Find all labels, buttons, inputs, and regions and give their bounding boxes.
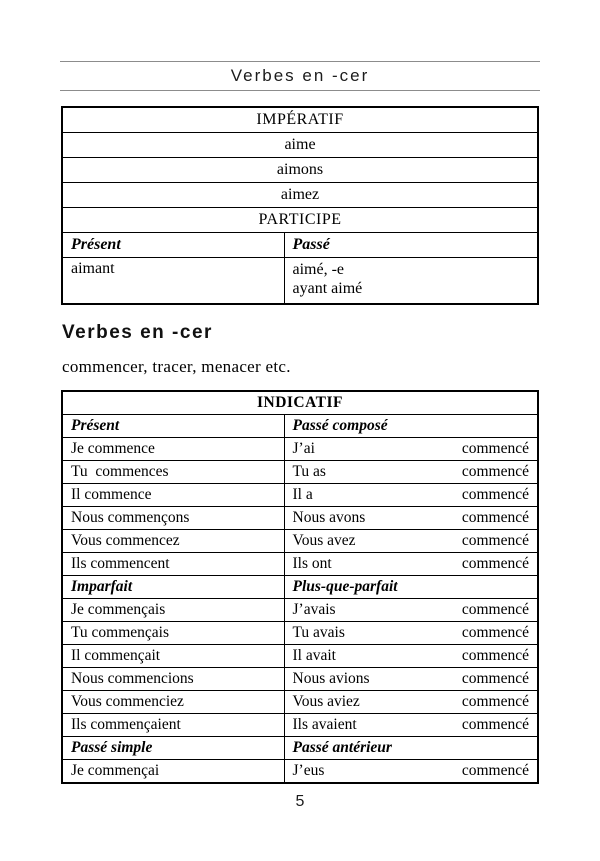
right-form (284, 484, 538, 507)
participle: commencé (461, 624, 529, 641)
participle: commencé (461, 440, 529, 457)
column-header-passe: Passé (284, 233, 538, 258)
table-row (62, 183, 538, 208)
table-row (62, 484, 538, 507)
tense-header-row (62, 737, 538, 760)
participe-passe-line2: ayant aimé (292, 280, 363, 297)
imperatif-title: IMPÉRATIF (62, 107, 538, 133)
left-form: Je commençai (62, 760, 284, 784)
table-row (62, 107, 538, 133)
table-row (62, 438, 538, 461)
participle: commencé (461, 693, 529, 710)
left-form: Vous commencez (62, 530, 284, 553)
auxiliary: Nous avons (292, 509, 366, 526)
right-form (284, 622, 538, 645)
running-title: Verbes en -cer (230, 66, 370, 85)
section-heading: Verbes en -cer (62, 322, 213, 343)
auxiliary: Ils avaient (292, 716, 357, 733)
auxiliary: Il a (292, 486, 313, 503)
table-row (62, 258, 538, 305)
auxiliary: Il avait (292, 647, 336, 664)
participle: commencé (461, 509, 529, 526)
left-form: Ils commençaient (62, 714, 284, 737)
right-form (284, 438, 538, 461)
indicatif-table (61, 390, 539, 784)
auxiliary: J’ai (292, 440, 315, 457)
auxiliary: Tu as (292, 463, 326, 480)
right-form (284, 714, 538, 737)
participe-present-form: aimant (62, 258, 284, 305)
tense-header-row (62, 415, 538, 438)
participe-passe-forms (284, 258, 538, 305)
tense-header-row (62, 576, 538, 599)
tense-header-imparfait: Imparfait (62, 576, 284, 599)
tense-header-passe-simple: Passé simple (62, 737, 284, 760)
table-row (62, 599, 538, 622)
example-verbs: commencer, tracer, menacer etc. (62, 357, 291, 376)
right-form (284, 461, 538, 484)
right-form (284, 507, 538, 530)
right-form (284, 530, 538, 553)
left-form: Il commence (62, 484, 284, 507)
left-form: Je commence (62, 438, 284, 461)
auxiliary: Nous avions (292, 670, 370, 687)
left-form: Je commençais (62, 599, 284, 622)
auxiliary: Ils ont (292, 555, 332, 572)
table-row (62, 391, 538, 415)
auxiliary: J’avais (292, 601, 336, 618)
tense-header-plus-que-parfait: Plus-que-parfait (284, 576, 538, 599)
table-row (62, 553, 538, 576)
right-form (284, 553, 538, 576)
participle: commencé (461, 670, 529, 687)
right-form (284, 645, 538, 668)
left-form: Il commençait (62, 645, 284, 668)
participle: commencé (461, 463, 529, 480)
page-number: 5 (295, 793, 305, 810)
table-row (62, 507, 538, 530)
imperatif-participe-table (61, 106, 539, 305)
participe-passe-line1: aimé, -e (292, 261, 345, 278)
tense-header-passe-anterieur: Passé antérieur (284, 737, 538, 760)
table-row (62, 645, 538, 668)
book-page (0, 61, 600, 861)
left-form: Tu commençais (62, 622, 284, 645)
left-form: Vous commenciez (62, 691, 284, 714)
imperatif-form: aimons (62, 158, 538, 183)
table-row (62, 691, 538, 714)
right-form (284, 691, 538, 714)
table-row (62, 208, 538, 233)
auxiliary: J’eus (292, 762, 325, 779)
auxiliary: Tu avais (292, 624, 345, 641)
left-form: Nous commençons (62, 507, 284, 530)
participle: commencé (461, 532, 529, 549)
participle: commencé (461, 716, 529, 733)
auxiliary: Vous aviez (292, 693, 360, 710)
imperatif-form: aime (62, 133, 538, 158)
participle: commencé (461, 486, 529, 503)
right-form (284, 760, 538, 784)
left-form: Tu commences (62, 461, 284, 484)
auxiliary: Vous avez (292, 532, 356, 549)
tense-header-present: Présent (62, 415, 284, 438)
imperatif-form: aimez (62, 183, 538, 208)
table-row (62, 668, 538, 691)
table-row (62, 530, 538, 553)
right-form (284, 599, 538, 622)
participle: commencé (461, 601, 529, 618)
table-row (62, 760, 538, 784)
participe-title: PARTICIPE (62, 208, 538, 233)
table-row (62, 133, 538, 158)
table-row (62, 714, 538, 737)
participle: commencé (461, 647, 529, 664)
table-row (62, 461, 538, 484)
indicatif-title: INDICATIF (62, 391, 538, 415)
column-header-present: Présent (62, 233, 284, 258)
tense-header-passe-compose: Passé composé (284, 415, 538, 438)
table-row (62, 233, 538, 258)
participle: commencé (461, 555, 529, 572)
left-form: Ils commencent (62, 553, 284, 576)
left-form: Nous commencions (62, 668, 284, 691)
table-row (62, 622, 538, 645)
page-header (60, 61, 540, 91)
right-form (284, 668, 538, 691)
table-row (62, 158, 538, 183)
participle: commencé (461, 762, 529, 779)
